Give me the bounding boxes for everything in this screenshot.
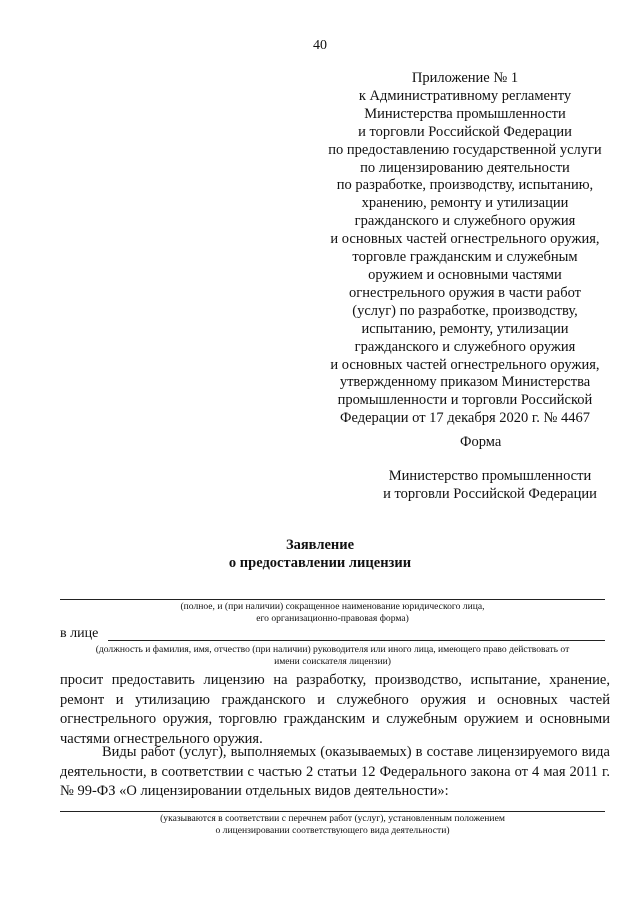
appendix-line: промышленности и торговли Российской bbox=[337, 392, 593, 409]
page-number: 40 bbox=[313, 38, 327, 53]
representative-line[interactable] bbox=[108, 640, 605, 641]
appendix-line: испытанию, ремонту, утилизации bbox=[361, 320, 569, 337]
appendix-line: к Административному регламенту bbox=[358, 87, 572, 104]
works-caption bbox=[60, 813, 605, 837]
form-label: Форма bbox=[460, 434, 502, 450]
in-person-label: в лице bbox=[60, 626, 99, 641]
appendix-line: и торговли Российской Федерации bbox=[358, 123, 572, 140]
appendix-line: гражданского и служебного оружия bbox=[354, 338, 576, 355]
caption-line: его организационно-правовая форма) bbox=[256, 613, 409, 624]
appendix-line: по лицензированию деятельности bbox=[360, 159, 570, 176]
caption-line: (полное, и (при наличии) сокращенное наименование юридического лица, bbox=[180, 601, 485, 612]
appendix-line: Приложение № 1 bbox=[411, 70, 519, 86]
appendix-line: огнестрельного оружия в части работ bbox=[349, 284, 581, 301]
caption-line: имени соискателя лицензии) bbox=[274, 656, 391, 667]
applicant-name-line[interactable] bbox=[60, 599, 605, 600]
appendix-line: по разработке, производству, испытанию, bbox=[336, 177, 594, 194]
appendix-line: по предоставлению государственной услуги bbox=[328, 141, 602, 158]
appendix-line: (услуг) по разработке, производству, bbox=[352, 302, 578, 319]
appendix-line: оружием и основными частями bbox=[368, 266, 562, 283]
paragraph-works: Виды работ (услуг), выполняемых (оказываемых) в составе лицензируемого вида деятельности, в соответствии с частью 2 статьи 12 Федерального закона от 4 мая 2011 г. № 99-ФЗ «О лицензировании отдельных видов деятельности»: bbox=[60, 744, 610, 799]
caption-line: (должность и фамилия, имя, отчество (при наличии) руководителя или иного лица, имеющего право действовать от bbox=[95, 644, 570, 655]
paragraph-request: просит предоставить лицензию на разработку, производство, испытание, хранение, ремонт и утилизацию гражданского и служебного оружия и основных частей огнестрельного оружия, торговлю гражданским и служебным оружием и основными частями огнестрельного оружия. bbox=[60, 672, 610, 747]
addressee-line: и торговли Российской Федерации bbox=[383, 485, 597, 502]
title-line: о предоставлении лицензии bbox=[228, 554, 412, 571]
appendix-line: и основных частей огнестрельного оружия, bbox=[330, 356, 600, 373]
title-line: Заявление bbox=[285, 537, 355, 553]
appendix-line: утвержденному приказом Министерства bbox=[339, 374, 591, 391]
appendix-line: гражданского и служебного оружия bbox=[354, 213, 576, 230]
applicant-caption bbox=[60, 601, 605, 625]
addressee-block bbox=[340, 468, 640, 503]
appendix-line: хранению, ремонту и утилизации bbox=[361, 195, 569, 212]
addressee-line: Министерство промышленности bbox=[388, 468, 592, 484]
appendix-line: торговле гражданским и служебным bbox=[352, 249, 578, 266]
appendix-line: Министерства промышленности bbox=[364, 105, 566, 122]
works-list-line[interactable] bbox=[60, 811, 605, 812]
document-title bbox=[0, 537, 640, 572]
appendix-block bbox=[300, 70, 630, 428]
appendix-line: и основных частей огнестрельного оружия, bbox=[330, 231, 600, 248]
caption-line: о лицензировании соответствующего вида деятельности) bbox=[215, 825, 450, 836]
appendix-line: Федерации от 17 декабря 2020 г. № 4467 bbox=[340, 410, 590, 427]
caption-line: (указываются в соответствии с перечнем работ (услуг), установленным положением bbox=[160, 813, 505, 824]
representative-caption bbox=[60, 644, 605, 668]
